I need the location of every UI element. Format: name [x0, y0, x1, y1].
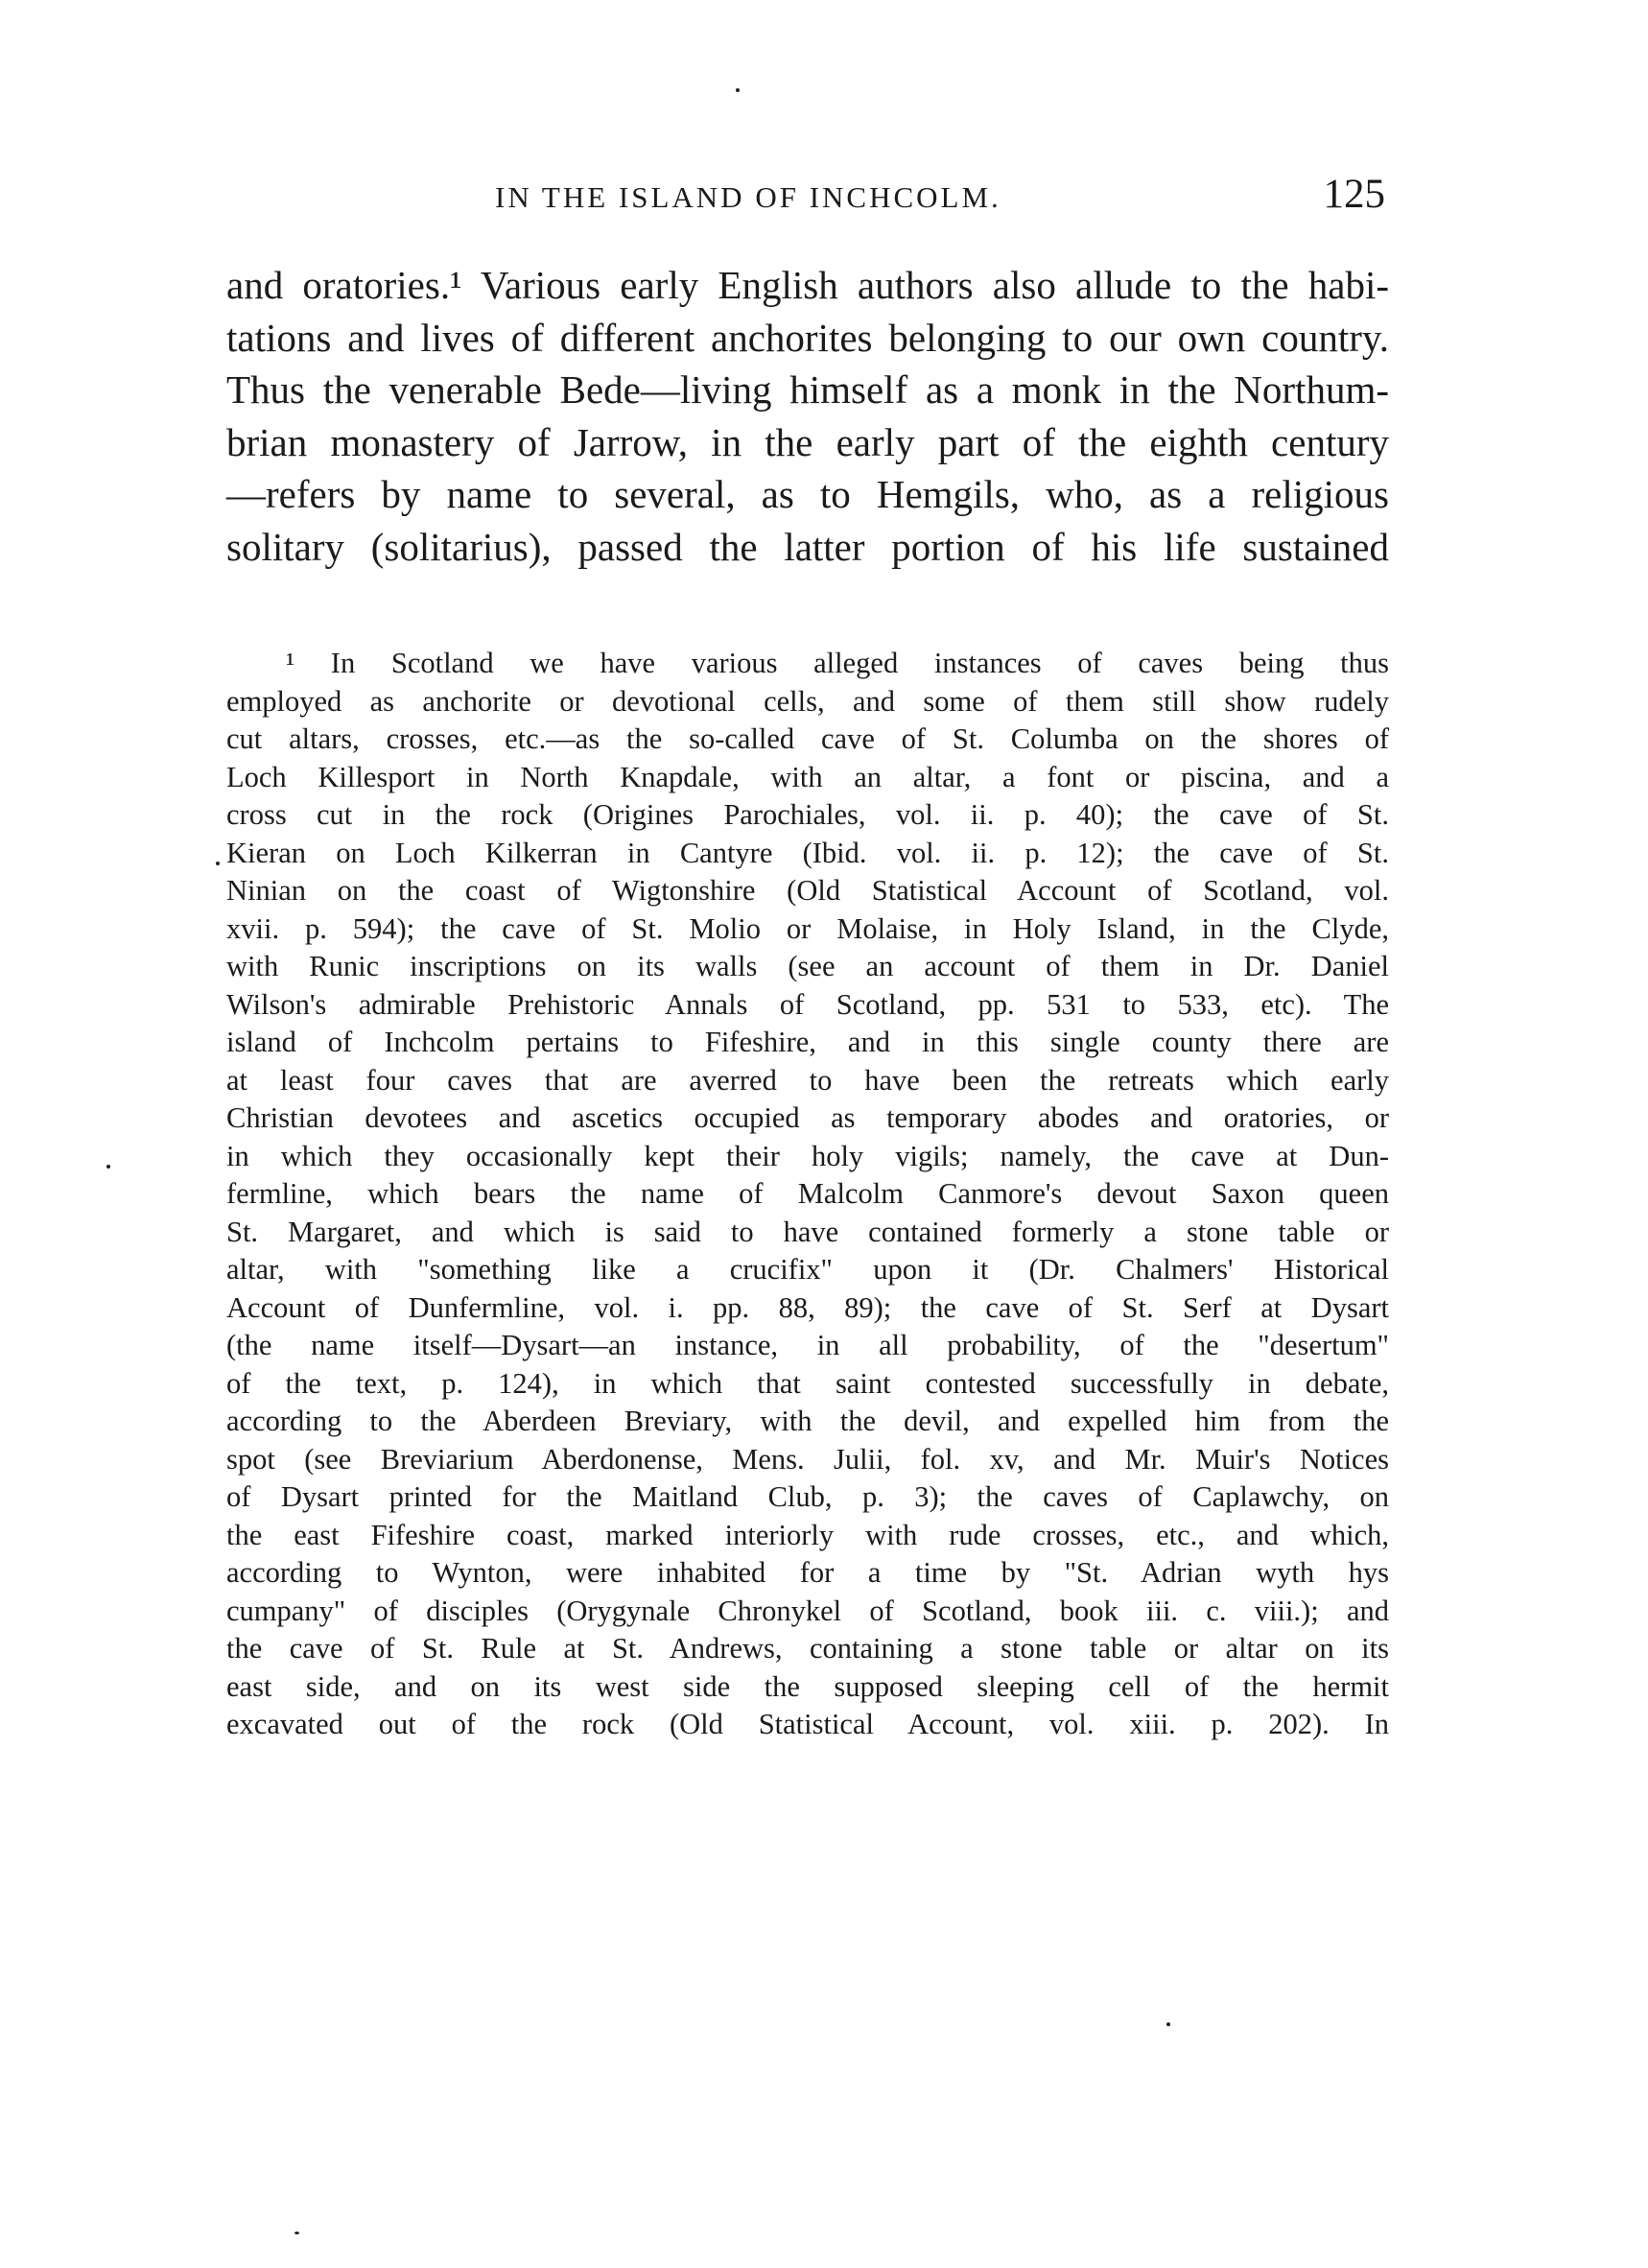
- footnote-line: altar, with "something like a crucifix" upon it (Dr. Chalmers' Historical: [226, 1253, 1389, 1286]
- footnote-line: (the name itself—Dysart—an instance, in all probability, of the "desertum": [226, 1329, 1389, 1361]
- body-line: brian monastery of Jarrow, in the early part of the eighth century: [226, 419, 1389, 464]
- footnote-line: of the text, p. 124), in which that saint contested successfully in debate,: [226, 1366, 1389, 1400]
- footnote: [226, 645, 1389, 1744]
- print-speck: [106, 1165, 110, 1169]
- footnote-line: Christian devotees and ascetics occupied as temporary abodes and oratories, or: [226, 1101, 1389, 1134]
- print-speck: [736, 88, 740, 92]
- footnote-line: employed as anchorite or devotional cells, and some of them still show rudely: [226, 684, 1389, 718]
- footnote-line: fermline, which bears the name of Malcolm Canmore's devout Saxon queen: [226, 1177, 1389, 1210]
- body-line: and oratories.¹ Various early English authors also allude to the habi-: [226, 263, 1389, 307]
- footnote-line: according to Wynton, were inhabited for a time by "St. Adrian wyth hys: [226, 1556, 1389, 1589]
- body-line: solitary (solitarius), passed the latter portion of his life sustained: [226, 524, 1389, 569]
- footnote-line: the east Fifeshire coast, marked interiorly with rude crosses, etc., and which,: [226, 1518, 1389, 1551]
- footnote-line: xvii. p. 594); the cave of St. Molio or Molaise, in Holy Island, in the Clyde,: [226, 911, 1389, 945]
- footnote-line: with Runic inscriptions on its walls (see an account of them in Dr. Daniel: [226, 950, 1389, 982]
- footnote-line: cross cut in the rock (Origines Parochiales, vol. ii. p. 40); the cave of St.: [226, 798, 1389, 831]
- footnote-line: Loch Killesport in North Knapdale, with an altar, a font or piscina, and a: [226, 760, 1389, 793]
- footnote-line: cut altars, crosses, etc.—as the so-called cave of St. Columba on the shores of: [226, 722, 1389, 755]
- body-line: —refers by name to several, as to Hemgils, who, as a religious: [226, 472, 1389, 517]
- print-speck: [1166, 2022, 1170, 2026]
- running-title: IN THE ISLAND OF INCHCOLM.: [495, 180, 1001, 214]
- footnote-line: St. Margaret, and which is said to have contained formerly a stone table or: [226, 1215, 1389, 1248]
- footnote-line: in which they occasionally kept their holy vigils; namely, the cave at Dun-: [226, 1139, 1389, 1172]
- print-speck: [216, 862, 220, 865]
- footnote-line: according to the Aberdeen Breviary, with the devil, and expelled him from the: [226, 1405, 1389, 1437]
- body-text: [226, 259, 1389, 574]
- body-line: tations and lives of different anchorites belonging to our own country.: [226, 315, 1389, 360]
- page-number: 125: [1323, 172, 1385, 217]
- footnote-line: the cave of St. Rule at St. Andrews, containing a stone table or altar on its: [226, 1632, 1389, 1665]
- body-line: Thus the venerable Bede—living himself as a monk in the Northum-: [226, 367, 1389, 413]
- footnote-line: spot (see Breviarium Aberdonense, Mens. Julii, fol. xv, and Mr. Muir's Notices: [226, 1442, 1389, 1476]
- footnote-line: cumpany" of disciples (Orygynale Chronykel of Scotland, book iii. c. viii.); and: [226, 1594, 1389, 1627]
- footnote-line: at least four caves that are averred to have been the retreats which early: [226, 1063, 1389, 1097]
- running-head: [230, 171, 1385, 228]
- print-speck: [294, 2232, 299, 2234]
- footnote-line: Kieran on Loch Kilkerran in Cantyre (Ibid. vol. ii. p. 12); the cave of St.: [226, 836, 1389, 869]
- footnote-line: east side, and on its west side the supposed sleeping cell of the hermit: [226, 1669, 1389, 1703]
- footnote-line: Account of Dunfermline, vol. i. pp. 88, 89); the cave of St. Serf at Dysart: [226, 1290, 1389, 1324]
- footnote-line: Ninian on the coast of Wigtonshire (Old Statistical Account of Scotland, vol.: [226, 874, 1389, 907]
- footnote-line: of Dysart printed for the Maitland Club, p. 3); the caves of Caplawchy, on: [226, 1480, 1389, 1513]
- footnote-line: island of Inchcolm pertains to Fifeshire, and in this single county there are: [226, 1026, 1389, 1058]
- footnote-line: ¹ In Scotland we have various alleged instances of caves being thus: [286, 647, 1389, 679]
- footnote-line: excavated out of the rock (Old Statistical Account, vol. xiii. p. 202). In: [226, 1708, 1389, 1740]
- footnote-line: Wilson's admirable Prehistoric Annals of Scotland, pp. 531 to 533, etc). The: [226, 987, 1389, 1021]
